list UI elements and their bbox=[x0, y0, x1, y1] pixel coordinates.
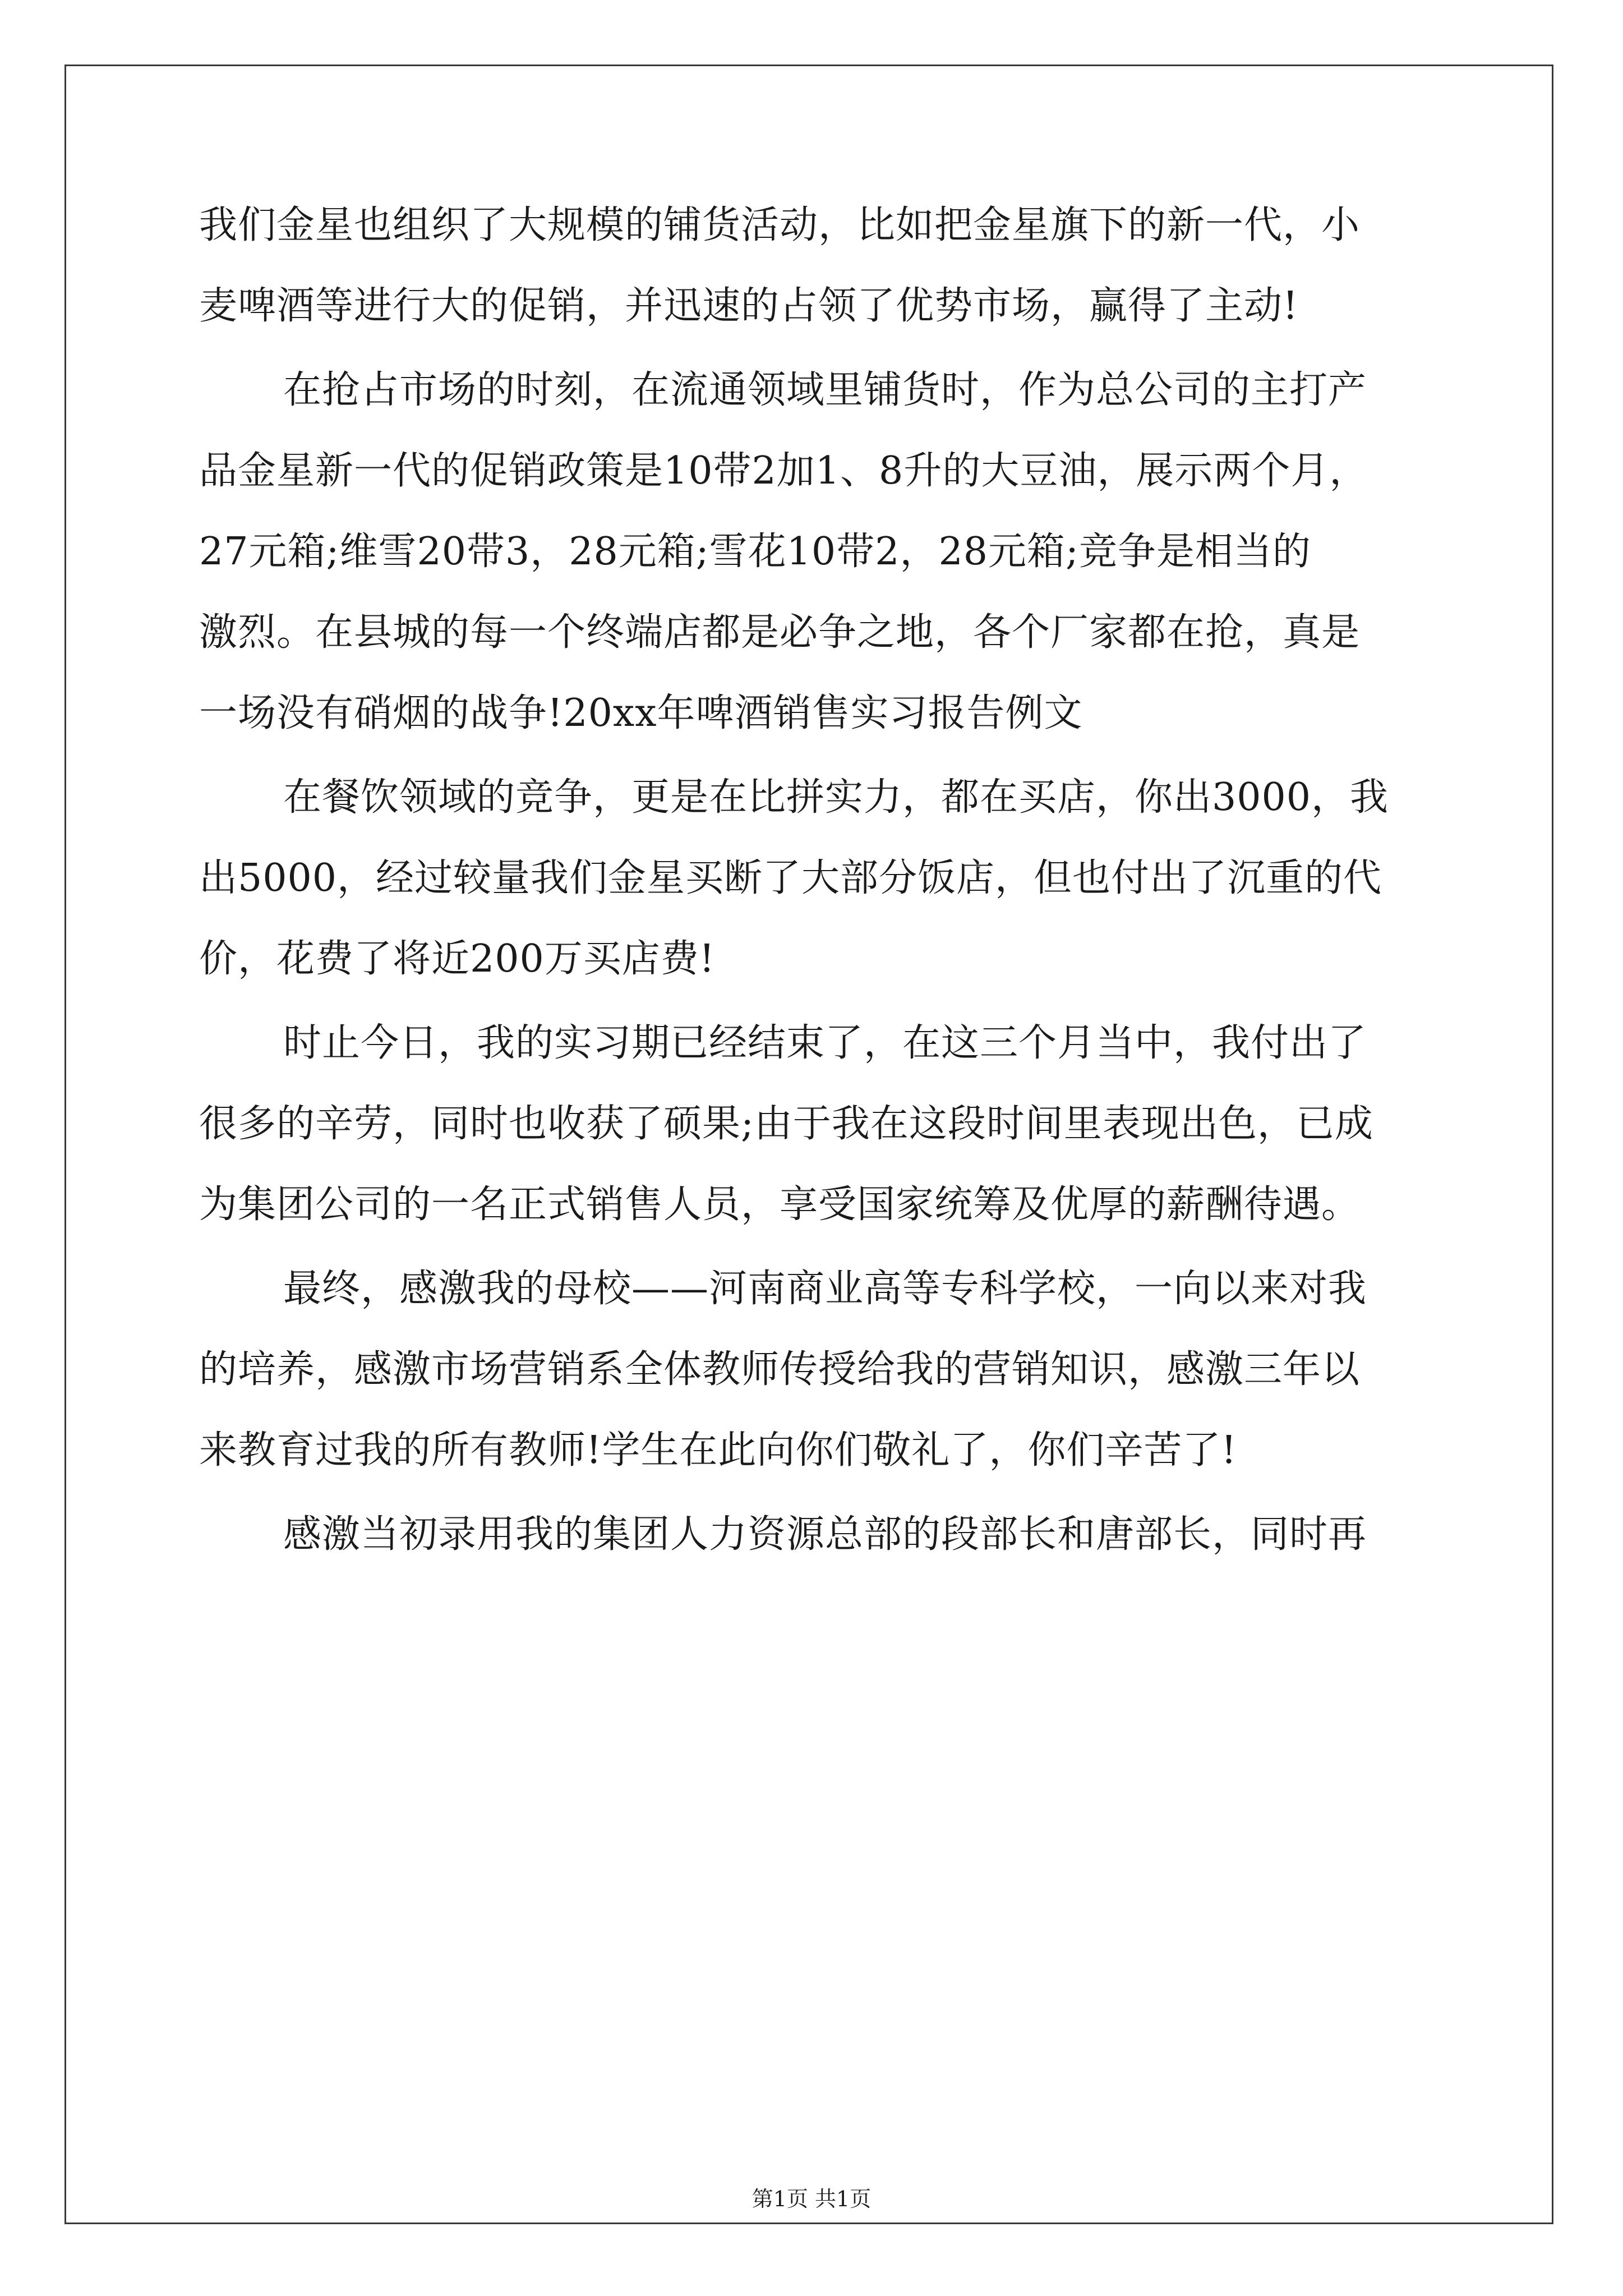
text-line: 价，花费了将近200万买店费! bbox=[199, 937, 716, 981]
text-line: 感激当初录用我的集团人力资源总部的段部长和唐部长，同时再 bbox=[283, 1512, 1367, 1557]
text-line: 的培养，感激市场营销系全体教师传授给我的营销知识，感激三年以 bbox=[199, 1347, 1361, 1392]
text-line: 在餐饮领域的竞争，更是在比拼实力，都在买店，你出3000，我 bbox=[283, 775, 1389, 820]
document-body bbox=[199, 185, 1430, 1575]
paragraph bbox=[199, 1494, 1430, 1575]
text-line: 来教育过我的所有教师!学生在此向你们敬礼了，你们辛苦了! bbox=[199, 1428, 1237, 1473]
text-line: 为集团公司的一名正式销售人员，享受国家统筹及优厚的薪酬待遇。 bbox=[199, 1182, 1361, 1227]
paragraph bbox=[199, 350, 1430, 754]
paragraph bbox=[199, 757, 1430, 1000]
text-line: 27元箱;维雪20带3，28元箱;雪花10带2，28元箱;竞争是相当的 bbox=[199, 530, 1311, 574]
text-line: 出5000，经过较量我们金星买断了大部分饭店，但也付出了沉重的代 bbox=[199, 856, 1382, 900]
text-line: 我们金星也组织了大规模的铺货活动，比如把金星旗下的新一代，小 bbox=[199, 203, 1361, 247]
paragraph bbox=[199, 185, 1430, 347]
text-line: 时止今日，我的实习期已经结束了，在这三个月当中，我付出了 bbox=[283, 1021, 1367, 1065]
text-line: 最终，感激我的母校——河南商业高等专科学校，一向以来对我 bbox=[283, 1267, 1367, 1311]
text-line: 一场没有硝烟的战争!20xx年啤酒销售实习报告例文 bbox=[199, 691, 1083, 735]
paragraph bbox=[199, 1003, 1430, 1245]
text-line: 激烈。在县城的每一个终端店都是必争之地，各个厂家都在抢，真是 bbox=[199, 610, 1361, 655]
text-line: 品金星新一代的促销政策是10带2加1、8升的大豆油，展示两个月， bbox=[199, 449, 1368, 493]
text-line: 很多的辛劳，同时也收获了硕果;由于我在这段时间里表现出色，已成 bbox=[199, 1102, 1373, 1146]
text-line: 麦啤酒等进行大的促销，并迅速的占领了优势市场，赢得了主动! bbox=[199, 284, 1299, 328]
page-footer: 第1页 共1页 bbox=[751, 2187, 872, 2211]
text-line: 在抢占市场的时刻，在流通领域里铺货时，作为总公司的主打产 bbox=[283, 368, 1367, 412]
paragraph bbox=[199, 1249, 1430, 1491]
